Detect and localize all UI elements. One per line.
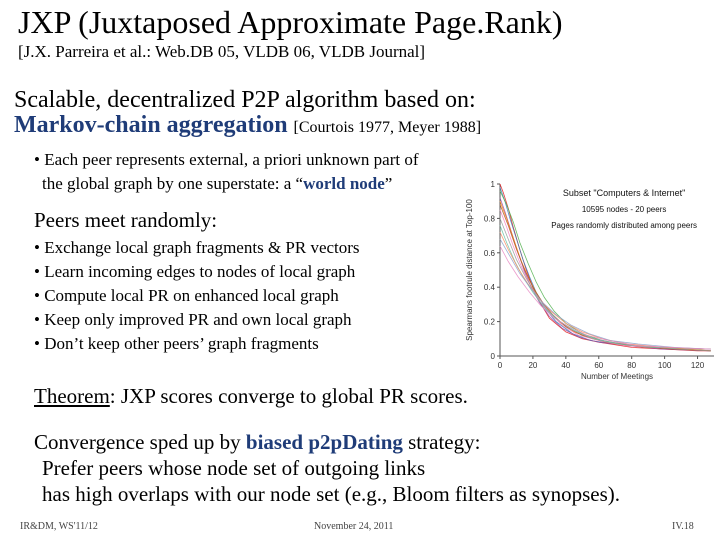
convergence-line (34, 430, 480, 454)
world-node-pre: the global graph by one superstate: a “ (42, 174, 304, 193)
y-tick-label: 0.8 (483, 214, 495, 224)
y-tick-label: 0.6 (483, 248, 495, 258)
courtois-meyer-reference: [Courtois 1977, Meyer 1988] (293, 119, 482, 136)
prefer-line-2: has high overlaps with our node set (e.g., Bloom filters as synopses). (42, 482, 620, 506)
x-tick-label: 80 (627, 361, 637, 370)
convergence-chart (456, 176, 718, 382)
intro-line-1: Scalable, decentralized P2P algorithm based on: (14, 87, 476, 113)
world-node-term: world node (303, 174, 385, 193)
x-axis-label: Number of Meetings (580, 372, 654, 381)
theorem-text: : JXP scores converge to global PR scores. (109, 384, 468, 408)
y-tick-label: 0.2 (483, 317, 495, 327)
step-item: • Learn incoming edges to nodes of local graph (34, 262, 356, 281)
y-tick-label: 1 (490, 180, 495, 189)
theorem-line (34, 384, 468, 408)
peers-heading: Peers meet randomly: (34, 208, 218, 232)
step-item: • Don’t keep other peers’ graph fragments (34, 334, 319, 353)
world-node-bullet-line-2 (42, 174, 392, 194)
step-item: • Compute local PR on enhanced local graph (34, 286, 339, 305)
series-line (500, 246, 711, 349)
x-tick-label: 60 (594, 361, 604, 370)
world-node-bullet-line-1: • Each peer represents external, a priori unknown part of (34, 150, 419, 169)
y-tick-label: 0.4 (483, 283, 495, 293)
biased-p2pdating: biased p2pDating (245, 430, 403, 454)
footer-date: November 24, 2011 (314, 521, 394, 532)
convergence-pre: Convergence sped up by (34, 430, 246, 454)
step-item: • Keep only improved PR and own local graph (34, 310, 352, 329)
series-line (500, 191, 711, 349)
slide-title: JXP (Juxtaposed Approximate Page.Rank) (18, 4, 563, 40)
markov-chain-aggregation: Markov-chain aggregation (14, 112, 288, 138)
convergence-post: strategy: (402, 430, 481, 454)
x-tick-label: 0 (497, 361, 503, 370)
world-node-post: ” (384, 174, 393, 193)
x-tick-label: 120 (690, 361, 705, 370)
y-axis-label: Spearmans footrule distance at Top-100 (465, 199, 474, 341)
y-tick-label: 0 (490, 352, 495, 361)
chart-annotation-line: 10595 nodes - 20 peers (581, 205, 667, 214)
theorem-label: Theorem (34, 384, 110, 408)
references: [J.X. Parreira et al.: Web.DB 05, VLDB 06, VLDB Journal] (18, 42, 426, 61)
x-tick-label: 20 (528, 361, 538, 370)
footer-page-number: IV.18 (672, 521, 694, 532)
chart-annotation-line: Pages randomly distributed among peers (551, 221, 698, 230)
footer-course: IR&DM, WS'11/12 (20, 521, 98, 532)
step-item: • Exchange local graph fragments & PR vectors (34, 238, 360, 257)
chart-annotation-line: Subset "Computers & Internet" (562, 188, 686, 198)
x-tick-label: 40 (561, 361, 571, 370)
series-line (500, 210, 711, 349)
intro-line-2 (14, 111, 481, 142)
prefer-line-1: Prefer peers whose node set of outgoing links (42, 456, 426, 480)
x-tick-label: 100 (657, 361, 672, 370)
series-line (500, 239, 711, 349)
